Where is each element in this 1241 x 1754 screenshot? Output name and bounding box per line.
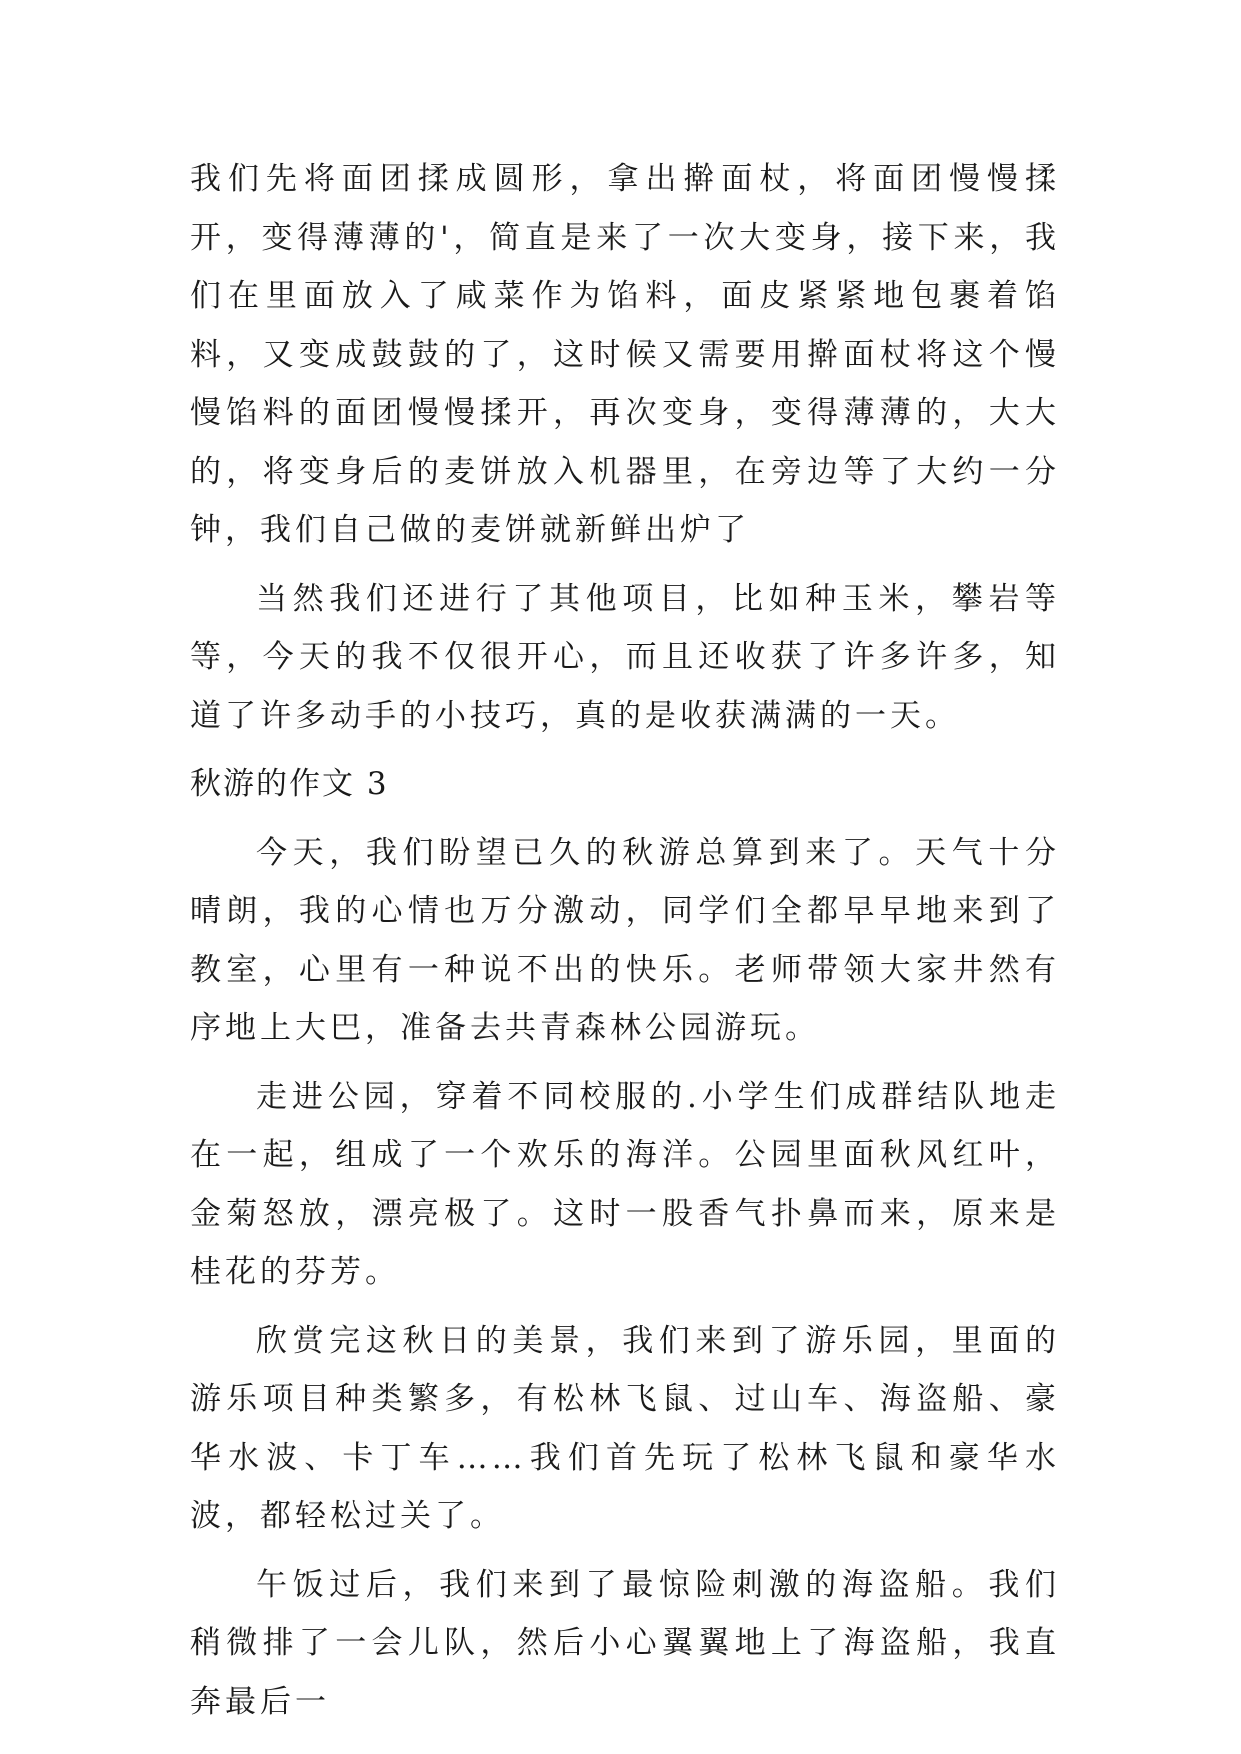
document-page: [190, 150, 1060, 1741]
paragraph-other-activities: 当然我们还进行了其他项目，比如种玉米，攀岩等等，今天的我不仅很开心，而且还收获了许多许多，知道了许多动手的小技巧，真的是收获满满的一天。: [190, 580, 1060, 734]
section-title: 秋游的作文 3: [190, 766, 389, 802]
paragraph-amusement-park: 欣赏完这秋日的美景，我们来到了游乐园，里面的游乐项目种类繁多，有松林飞鼠、过山车、海盗船、豪华水波、卡丁车……我们首先玩了松林飞鼠和豪华水波，都轻松过关了。: [190, 1322, 1060, 1534]
paragraph-trip-start: 今天，我们盼望已久的秋游总算到来了。天气十分晴朗，我的心情也万分激动，同学们全都早早地来到了教室，心里有一种说不出的快乐。老师带领大家井然有序地上大巴，准备去共青森林公园游玩。: [190, 834, 1060, 1046]
paragraph-park: 走进公园，穿着不同校服的.小学生们成群结队地走在一起，组成了一个欢乐的海洋。公园里面秋风红叶，金菊怒放，漂亮极了。这时一股香气扑鼻而来，原来是桂花的芬芳。: [190, 1078, 1060, 1290]
paragraph-dough: 我们先将面团揉成圆形，拿出擀面杖，将面团慢慢揉开，变得薄薄的'，简直是来了一次大变身，接下来，我们在里面放入了咸菜作为馅料，面皮紧紧地包裹着馅料，又变成鼓鼓的了，这时候又需要用擀面杖将这个慢慢馅料的面团慢慢揉开，再次变身，变得薄薄的，大大的，将变身后的麦饼放入机器里，在旁边等了大约一分钟，我们自己做的麦饼就新鲜出炉了: [190, 161, 1060, 548]
paragraph-pirate-ship: 午饭过后，我们来到了最惊险刺激的海盗船。我们稍微排了一会儿队，然后小心翼翼地上了海盗船，我直奔最后一: [190, 1566, 1060, 1720]
